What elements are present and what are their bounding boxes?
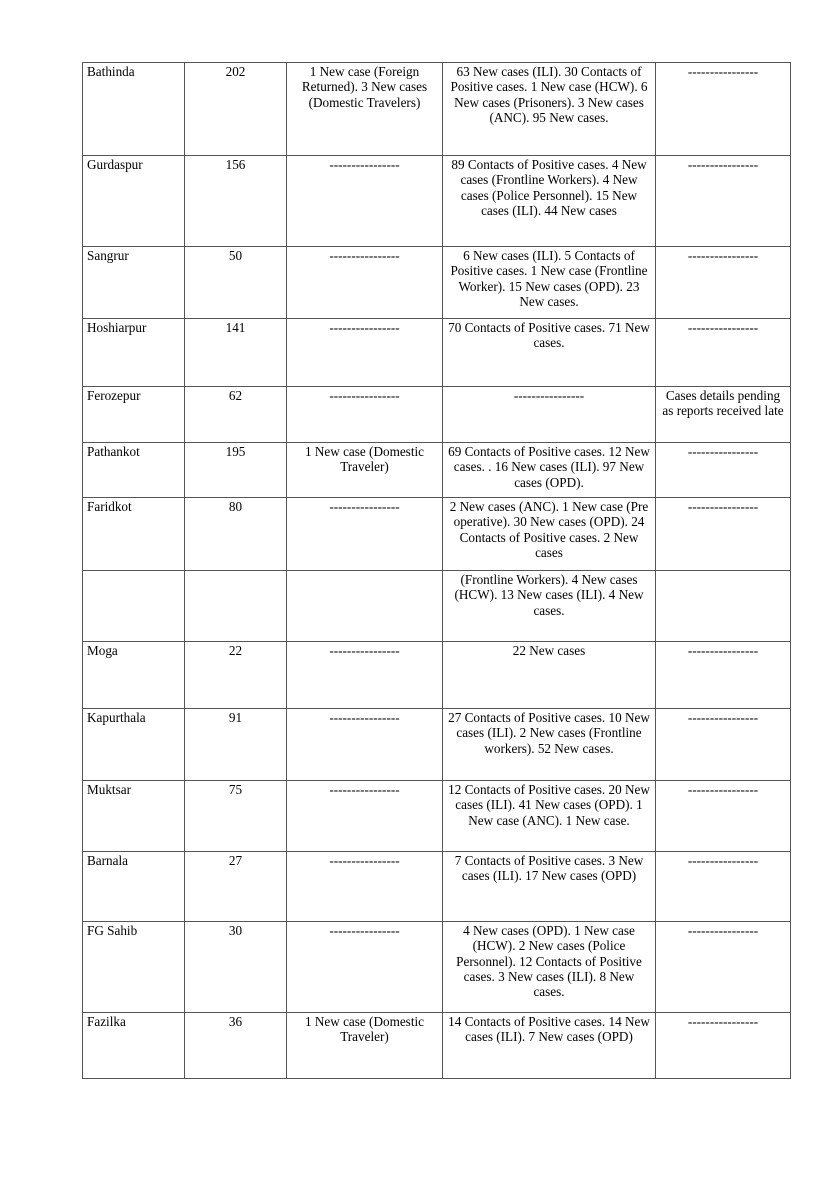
local-cases-cell: 22 New cases [443,642,656,709]
travel-cases-cell: ---------------- [287,498,443,571]
local-cases-cell: 2 New cases (ANC). 1 New case (Pre operative). 30 New cases (OPD). 24 Contacts of Positive cases. 2 New cases [443,498,656,571]
local-cases-cell: ---------------- [443,387,656,443]
remarks-cell: ---------------- [656,781,791,852]
local-cases-cell: 4 New cases (OPD). 1 New case (HCW). 2 New cases (Police Personnel). 12 Contacts of Positive cases. 3 New cases (ILI). 8 New cases. [443,922,656,1013]
case-count-cell: 80 [185,498,287,571]
case-count-cell: 50 [185,247,287,319]
district-cell: Sangrur [83,247,185,319]
case-count-cell: 202 [185,63,287,156]
table-row [83,781,791,852]
table-row [83,642,791,709]
table-row [83,571,791,642]
local-cases-cell: 63 New cases (ILI). 30 Contacts of Positive cases. 1 New case (HCW). 6 New cases (Prisoners). 3 New cases (ANC). 95 New cases. [443,63,656,156]
remarks-cell: ---------------- [656,709,791,781]
remarks-cell [656,571,791,642]
travel-cases-cell: ---------------- [287,922,443,1013]
district-cell: Ferozepur [83,387,185,443]
remarks-cell: ---------------- [656,63,791,156]
table-row [83,498,791,571]
travel-cases-cell [287,571,443,642]
table-row [83,1013,791,1079]
case-count-cell: 22 [185,642,287,709]
local-cases-cell: 14 Contacts of Positive cases. 14 New cases (ILI). 7 New cases (OPD) [443,1013,656,1079]
table-row [83,319,791,387]
district-cell [83,571,185,642]
case-count-cell: 27 [185,852,287,922]
district-cell: Gurdaspur [83,156,185,247]
table-row [83,852,791,922]
table-row [83,922,791,1013]
case-count-cell [185,571,287,642]
local-cases-cell: 69 Contacts of Positive cases. 12 New cases. . 16 New cases (ILI). 97 New cases (OPD). [443,443,656,498]
remarks-cell: ---------------- [656,319,791,387]
local-cases-cell: 70 Contacts of Positive cases. 71 New cases. [443,319,656,387]
local-cases-cell: 89 Contacts of Positive cases. 4 New cases (Frontline Workers). 4 New cases (Police Personnel). 15 New cases (ILI). 44 New cases [443,156,656,247]
table-row [83,156,791,247]
remarks-cell: ---------------- [656,498,791,571]
local-cases-cell: (Frontline Workers). 4 New cases (HCW). 13 New cases (ILI). 4 New cases. [443,571,656,642]
district-cell: Faridkot [83,498,185,571]
district-cell: Bathinda [83,63,185,156]
case-count-cell: 91 [185,709,287,781]
case-count-cell: 141 [185,319,287,387]
travel-cases-cell: ---------------- [287,852,443,922]
remarks-cell: ---------------- [656,642,791,709]
travel-cases-cell: ---------------- [287,781,443,852]
table-row [83,443,791,498]
district-cell: Fazilka [83,1013,185,1079]
travel-cases-cell: 1 New case (Foreign Returned). 3 New cases (Domestic Travelers) [287,63,443,156]
table-row [83,709,791,781]
remarks-cell: Cases details pending as reports received late [656,387,791,443]
local-cases-cell: 7 Contacts of Positive cases. 3 New cases (ILI). 17 New cases (OPD) [443,852,656,922]
district-cell: Barnala [83,852,185,922]
district-cell: Moga [83,642,185,709]
case-count-cell: 75 [185,781,287,852]
table-row [83,247,791,319]
case-count-cell: 30 [185,922,287,1013]
travel-cases-cell: 1 New case (Domestic Traveler) [287,443,443,498]
table-row [83,387,791,443]
district-cell: Pathankot [83,443,185,498]
travel-cases-cell: ---------------- [287,247,443,319]
district-cell: FG Sahib [83,922,185,1013]
case-count-cell: 156 [185,156,287,247]
travel-cases-cell: ---------------- [287,709,443,781]
travel-cases-cell: ---------------- [287,387,443,443]
remarks-cell: ---------------- [656,922,791,1013]
district-cell: Kapurthala [83,709,185,781]
local-cases-cell: 12 Contacts of Positive cases. 20 New cases (ILI). 41 New cases (OPD). 1 New case (ANC). 1 New case. [443,781,656,852]
table-row [83,63,791,156]
travel-cases-cell: 1 New case (Domestic Traveler) [287,1013,443,1079]
district-cases-table [82,62,791,1079]
remarks-cell: ---------------- [656,852,791,922]
local-cases-cell: 6 New cases (ILI). 5 Contacts of Positive cases. 1 New case (Frontline Worker). 15 New cases (OPD). 23 New cases. [443,247,656,319]
remarks-cell: ---------------- [656,247,791,319]
travel-cases-cell: ---------------- [287,642,443,709]
remarks-cell: ---------------- [656,156,791,247]
case-count-cell: 36 [185,1013,287,1079]
case-count-cell: 195 [185,443,287,498]
case-count-cell: 62 [185,387,287,443]
district-cell: Muktsar [83,781,185,852]
local-cases-cell: 27 Contacts of Positive cases. 10 New cases (ILI). 2 New cases (Frontline workers). 52 New cases. [443,709,656,781]
travel-cases-cell: ---------------- [287,156,443,247]
remarks-cell: ---------------- [656,443,791,498]
travel-cases-cell: ---------------- [287,319,443,387]
district-cell: Hoshiarpur [83,319,185,387]
remarks-cell: ---------------- [656,1013,791,1079]
